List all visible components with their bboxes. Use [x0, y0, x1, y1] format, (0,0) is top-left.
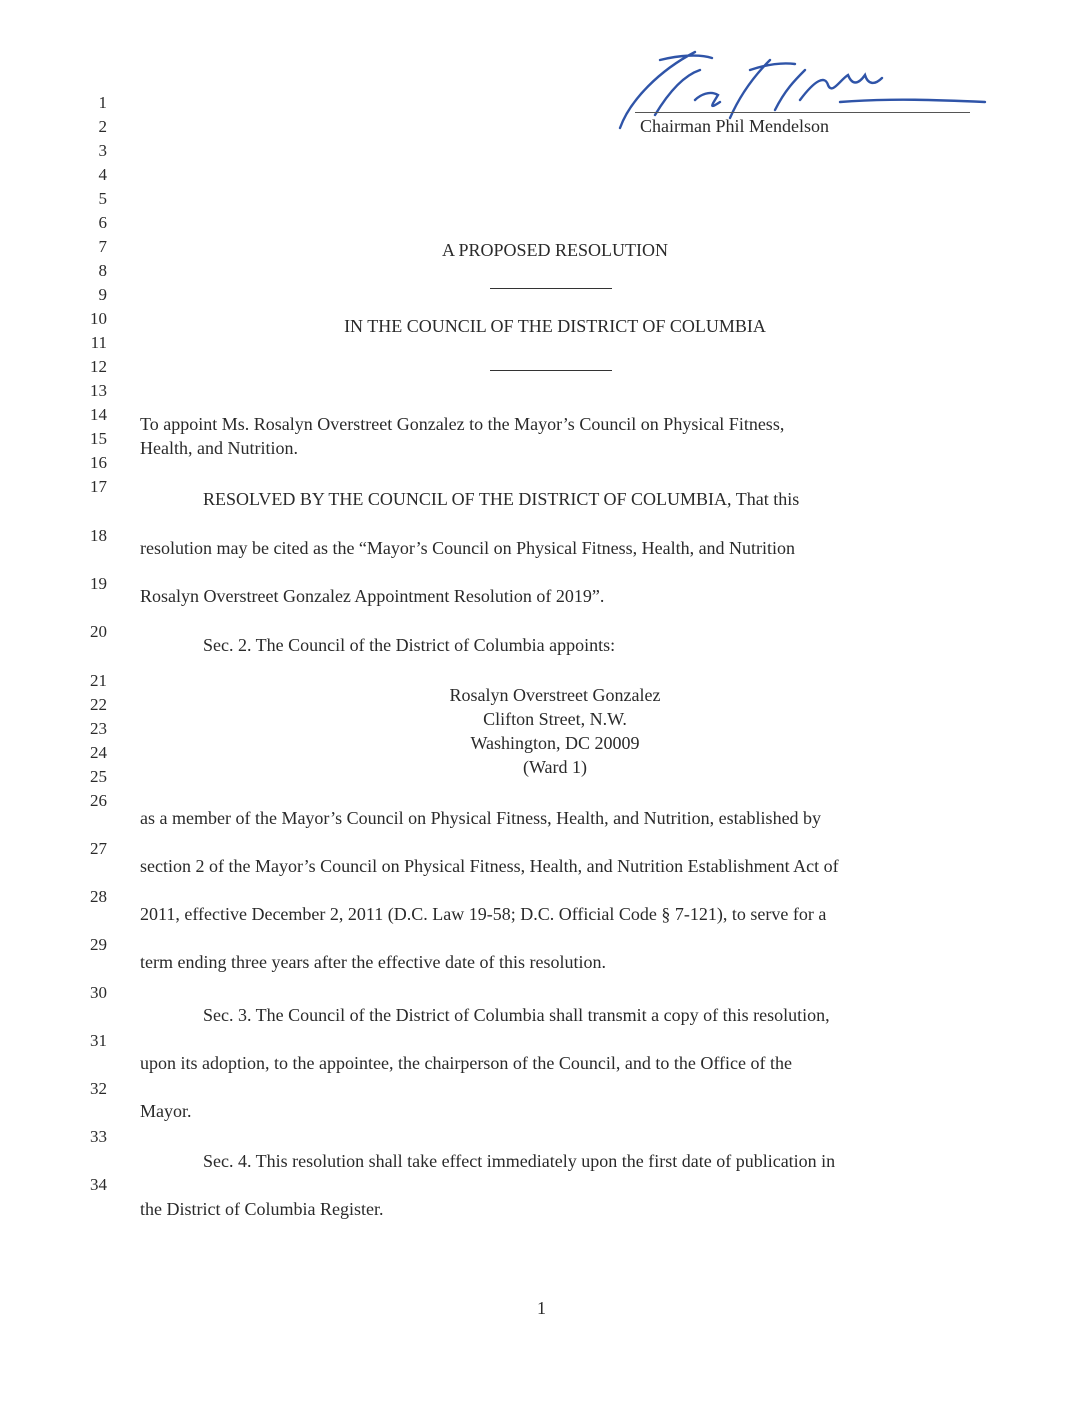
section-3-line: Sec. 3. The Council of the District of Columbia shall transmit a copy of this resolution,	[203, 1005, 830, 1025]
line-number: 5	[98, 189, 107, 208]
line-number: 1	[98, 93, 107, 112]
line-number: 23	[90, 719, 107, 738]
appointee-street: Clifton Street, N.W.	[483, 709, 627, 729]
line-number: 9	[98, 285, 107, 304]
line-number: 32	[90, 1079, 107, 1098]
line-number: 20	[90, 622, 107, 641]
line-number: 11	[90, 333, 107, 352]
line-number: 3	[98, 141, 107, 160]
line-number: 24	[90, 743, 107, 762]
long-title-line: To appoint Ms. Rosalyn Overstreet Gonzalez to the Mayor’s Council on Physical Fitness,	[140, 414, 785, 434]
divider	[490, 370, 612, 371]
line-number: 2	[98, 117, 107, 136]
line-number: 26	[90, 791, 107, 810]
line-number: 14	[90, 405, 107, 424]
body-line: Rosalyn Overstreet Gonzalez Appointment Resolution of 2019”.	[140, 586, 605, 606]
line-number: 29	[90, 935, 107, 954]
section-2-intro: Sec. 2. The Council of the District of Columbia appoints:	[203, 635, 616, 655]
line-number: 17	[90, 477, 107, 496]
body-line: as a member of the Mayor’s Council on Physical Fitness, Health, and Nutrition, established by	[140, 808, 822, 828]
long-title-line: Health, and Nutrition.	[140, 438, 298, 458]
council-heading: IN THE COUNCIL OF THE DISTRICT OF COLUMBIA	[344, 316, 766, 336]
body-line: Mayor.	[140, 1101, 192, 1121]
line-number: 25	[90, 767, 107, 786]
line-number: 18	[90, 526, 107, 545]
body-line: term ending three years after the effective date of this resolution.	[140, 952, 606, 972]
line-number: 13	[90, 381, 107, 400]
divider	[490, 288, 612, 289]
line-number: 6	[98, 213, 107, 232]
line-number: 12	[90, 357, 107, 376]
line-number: 22	[90, 695, 107, 714]
line-number: 28	[90, 887, 107, 906]
line-number: 21	[90, 671, 107, 690]
appointee-name: Rosalyn Overstreet Gonzalez	[449, 685, 661, 705]
section-4-line: Sec. 4. This resolution shall take effect immediately upon the first date of publication in	[203, 1151, 836, 1171]
signature-line	[635, 112, 970, 113]
line-number: 31	[90, 1031, 107, 1050]
line-number: 8	[98, 261, 107, 280]
page-number: 1	[537, 1298, 546, 1318]
line-number: 16	[90, 453, 107, 472]
appointee-ward: (Ward 1)	[522, 757, 588, 777]
body-line: section 2 of the Mayor’s Council on Physical Fitness, Health, and Nutrition Establishment Act of	[140, 856, 839, 876]
body-line: resolution may be cited as the “Mayor’s Council on Physical Fitness, Health, and Nutrition	[140, 538, 796, 558]
line-number: 30	[90, 983, 107, 1002]
line-number: 33	[90, 1127, 107, 1146]
line-number: 34	[90, 1175, 107, 1194]
appointee-city: Washington, DC 20009	[470, 733, 640, 753]
resolution-title: A PROPOSED RESOLUTION	[441, 240, 669, 260]
line-number: 15	[90, 429, 107, 448]
line-number: 7	[98, 237, 107, 256]
signatory-title: Chairman Phil Mendelson	[640, 116, 829, 136]
line-number: 19	[90, 574, 107, 593]
line-number: 27	[90, 839, 107, 858]
line-number: 4	[98, 165, 107, 184]
body-line: upon its adoption, to the appointee, the chairperson of the Council, and to the Office of the	[140, 1053, 792, 1073]
line-number: 10	[90, 309, 107, 328]
body-line: 2011, effective December 2, 2011 (D.C. Law 19-58; D.C. Official Code § 7-121), to serve for a	[140, 904, 827, 924]
body-line: the District of Columbia Register.	[140, 1199, 384, 1219]
resolved-line: RESOLVED BY THE COUNCIL OF THE DISTRICT OF COLUMBIA, That this	[203, 489, 800, 509]
